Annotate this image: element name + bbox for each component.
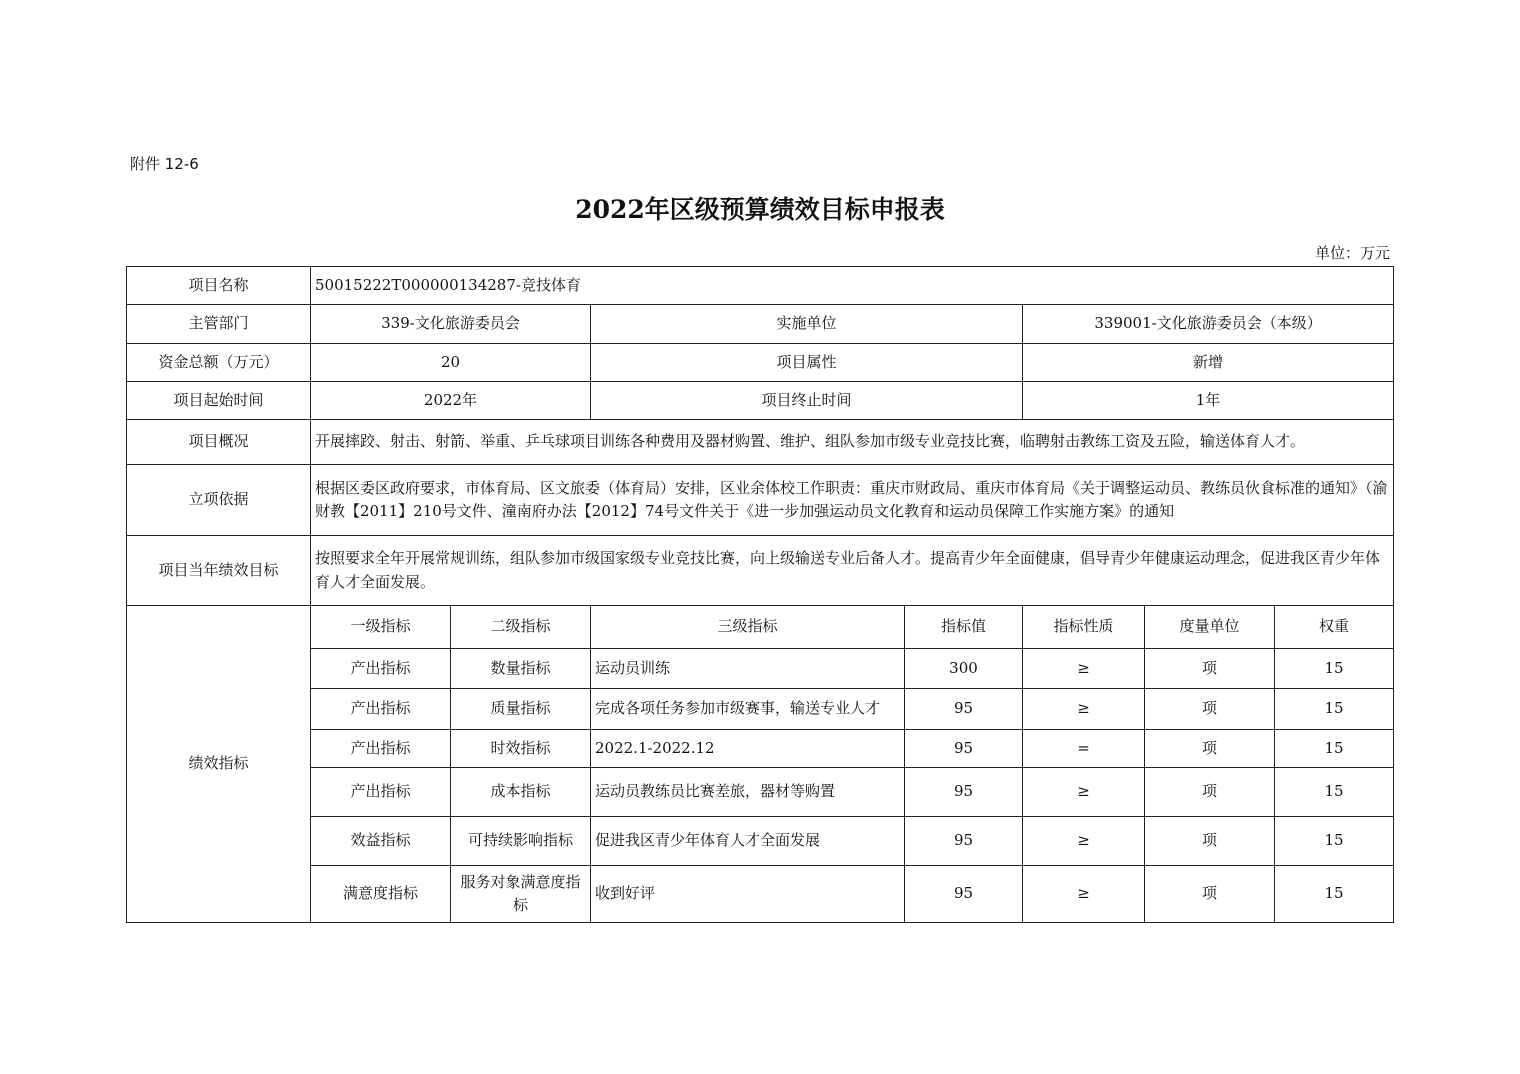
attr-value: 新增 [1023, 344, 1394, 382]
row-overview [127, 420, 1394, 465]
impl-label: 实施单位 [591, 305, 1023, 344]
weight-cell: 15 [1275, 817, 1394, 866]
basis-value: 根据区委区政府要求，市体育局、区文旅委（体育局）安排，区业余体校工作职责：重庆市财政局、重庆市体育局《关于调整运动员、教练员伙食标准的通知》（渝财教【2011】210号文件、潼南府办法【2012】74号文件关于《进一步加强运动员文化教育和运动员保障工作实施方案》的通知 [311, 465, 1394, 536]
level1-cell: 产出指标 [311, 768, 451, 817]
level3-cell: 运动员教练员比赛差旅，器材等购置 [591, 768, 905, 817]
nature-cell: ≥ [1023, 768, 1145, 817]
level3-cell: 2022.1-2022.12 [591, 730, 905, 768]
value-cell: 95 [905, 817, 1023, 866]
nature-cell: = [1023, 730, 1145, 768]
row-basis [127, 465, 1394, 536]
level1-cell: 产出指标 [311, 730, 451, 768]
basis-label: 立项依据 [127, 465, 311, 536]
unit-cell: 项 [1145, 649, 1275, 689]
level2-cell: 时效指标 [451, 730, 591, 768]
header-level1: 一级指标 [311, 606, 451, 649]
funds-value: 20 [311, 344, 591, 382]
start-value: 2022年 [311, 382, 591, 420]
header-nature: 指标性质 [1023, 606, 1145, 649]
nature-cell: ≥ [1023, 649, 1145, 689]
dept-label: 主管部门 [127, 305, 311, 344]
indicator-header-row [127, 606, 1394, 649]
indicator-row [127, 730, 1394, 768]
end-label: 项目终止时间 [591, 382, 1023, 420]
start-label: 项目起始时间 [127, 382, 311, 420]
indicator-row [127, 649, 1394, 689]
level2-cell: 质量指标 [451, 689, 591, 730]
level1-cell: 满意度指标 [311, 866, 451, 923]
goal-value: 按照要求全年开展常规训练，组队参加市级国家级专业竞技比赛，向上级输送专业后备人才。提高青少年全面健康，倡导青少年健康运动理念，促进我区青少年体育人才全面发展。 [311, 536, 1394, 606]
dept-value: 339-文化旅游委员会 [311, 305, 591, 344]
row-funds [127, 344, 1394, 382]
header-unit: 度量单位 [1145, 606, 1275, 649]
header-level2: 二级指标 [451, 606, 591, 649]
impl-value: 339001-文化旅游委员会（本级） [1023, 305, 1394, 344]
row-goal [127, 536, 1394, 606]
row-period [127, 382, 1394, 420]
level2-cell: 可持续影响指标 [451, 817, 591, 866]
header-level3: 三级指标 [591, 606, 905, 649]
unit-cell: 项 [1145, 730, 1275, 768]
unit-cell: 项 [1145, 768, 1275, 817]
indicator-row [127, 689, 1394, 730]
weight-cell: 15 [1275, 866, 1394, 923]
goal-label: 项目当年绩效目标 [127, 536, 311, 606]
level3-cell: 运动员训练 [591, 649, 905, 689]
header-weight: 权重 [1275, 606, 1394, 649]
weight-cell: 15 [1275, 649, 1394, 689]
value-cell: 95 [905, 730, 1023, 768]
row-department [127, 305, 1394, 344]
nature-cell: ≥ [1023, 817, 1145, 866]
unit-cell: 项 [1145, 817, 1275, 866]
level1-cell: 产出指标 [311, 689, 451, 730]
weight-cell: 15 [1275, 730, 1394, 768]
row-project-name [127, 267, 1394, 305]
level1-cell: 产出指标 [311, 649, 451, 689]
value-cell: 95 [905, 866, 1023, 923]
project-name-value: 50015222T000000134287-竞技体育 [311, 267, 1394, 305]
level3-cell: 完成各项任务参加市级赛事，输送专业人才 [591, 689, 905, 730]
level2-cell: 服务对象满意度指标 [451, 866, 591, 923]
end-value: 1年 [1023, 382, 1394, 420]
indicator-row [127, 817, 1394, 866]
weight-cell: 15 [1275, 768, 1394, 817]
overview-value: 开展摔跤、射击、射箭、举重、乒乓球项目训练各种费用及器材购置、维护、组队参加市级专业竞技比赛，临聘射击教练工资及五险，输送体育人才。 [311, 420, 1394, 465]
value-cell: 300 [905, 649, 1023, 689]
value-cell: 95 [905, 689, 1023, 730]
performance-target-table [126, 266, 1394, 923]
attachment-number: 附件 12-6 [130, 155, 199, 173]
page-title: 2022年区级预算绩效目标申报表 [575, 195, 945, 224]
header-value: 指标值 [905, 606, 1023, 649]
project-name-label: 项目名称 [127, 267, 311, 305]
unit-cell: 项 [1145, 866, 1275, 923]
attr-label: 项目属性 [591, 344, 1023, 382]
nature-cell: ≥ [1023, 689, 1145, 730]
nature-cell: ≥ [1023, 866, 1145, 923]
value-cell: 95 [905, 768, 1023, 817]
indicator-row [127, 866, 1394, 923]
weight-cell: 15 [1275, 689, 1394, 730]
unit-label: 单位：万元 [1314, 244, 1390, 262]
funds-label: 资金总额（万元） [127, 344, 311, 382]
level2-cell: 成本指标 [451, 768, 591, 817]
indicators-section-label: 绩效指标 [127, 606, 311, 923]
unit-cell: 项 [1145, 689, 1275, 730]
indicator-row [127, 768, 1394, 817]
level2-cell: 数量指标 [451, 649, 591, 689]
level3-cell: 促进我区青少年体育人才全面发展 [591, 817, 905, 866]
overview-label: 项目概况 [127, 420, 311, 465]
level3-cell: 收到好评 [591, 866, 905, 923]
level1-cell: 效益指标 [311, 817, 451, 866]
